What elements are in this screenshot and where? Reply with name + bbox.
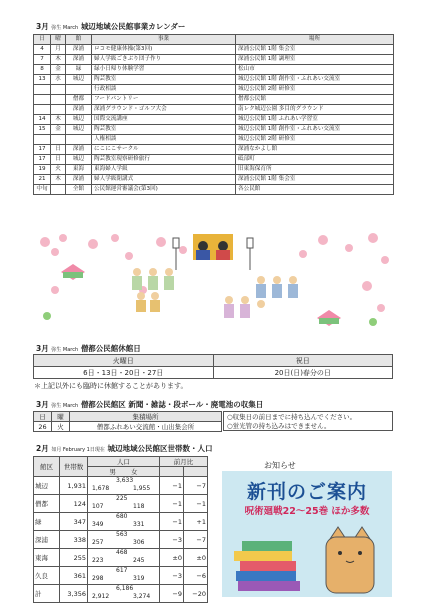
banner-subline: 呪術廻戦22〜25巻 ほか多数: [244, 506, 370, 517]
books-and-cat-illustration: [222, 519, 392, 597]
cell-event: 陶芸教室: [92, 125, 236, 135]
cell-male: 107: [92, 503, 104, 510]
header-location: 集積場所: [70, 412, 222, 422]
cell-area: 久良: [34, 567, 60, 585]
cell-population: [88, 567, 160, 585]
header-day: 日: [34, 412, 52, 422]
cell-weekday: 月: [51, 45, 66, 55]
cell-day: 14: [34, 115, 51, 125]
cell-female: 3,274: [133, 593, 151, 600]
cell-prev-households: −3: [160, 531, 184, 549]
table-row: [34, 185, 394, 195]
cell-hall: 全館: [66, 185, 92, 195]
cell-female: 1,955: [133, 485, 151, 492]
cell-place: 砥部町: [236, 155, 394, 165]
cell-event: 陶芸教室: [92, 75, 236, 85]
cell-hall: [66, 135, 92, 145]
cell-prev-population: −7: [184, 531, 208, 549]
cell-weekday: [51, 105, 66, 115]
header-weekday: 曜: [52, 412, 70, 422]
cell-prev-households: −1: [160, 495, 184, 513]
table-row: [34, 585, 208, 603]
cell-weekday: 火: [51, 165, 66, 175]
header-event: 事業: [92, 35, 236, 45]
cell-place: 城辺公民館 2階 研修室: [236, 135, 394, 145]
cell-prev-households: −3: [160, 567, 184, 585]
cell-hall: 深浦: [66, 55, 92, 65]
cell-prev-population: −20: [184, 585, 208, 603]
cell-event: 行政相談: [92, 85, 236, 95]
population-title: 2月 如月 February 1日現在 城辺地域公民館区世帯数・人口: [36, 444, 213, 453]
cell-population: [88, 477, 160, 495]
cell-event: フードパントリー: [92, 95, 236, 105]
collection-day: 26: [34, 422, 52, 432]
table-row: [34, 135, 394, 145]
cell-male: 349: [92, 521, 104, 528]
table-row: [34, 567, 208, 585]
cell-hall: 緑: [66, 65, 92, 75]
cell-day: 15: [34, 125, 51, 135]
header-households: 世帯数: [60, 457, 88, 477]
cell-prev-population: −7: [184, 477, 208, 495]
table-row: [34, 95, 394, 105]
cell-day: 19: [34, 165, 51, 175]
cell-event: 婦人学級ごきぶり団子作り: [92, 55, 236, 65]
cell-prev-households: ±0: [160, 549, 184, 567]
holiday-title: 3月 弥生 March 僧都公民館休館日: [36, 344, 141, 353]
collection-weekday: 火: [52, 422, 70, 432]
cell-area: 計: [34, 585, 60, 603]
cell-population: [88, 549, 160, 567]
banner-headline: 新刊のご案内: [246, 481, 367, 503]
cell-day: 中旬: [34, 185, 51, 195]
cell-households: 347: [60, 513, 88, 531]
cell-population: [88, 495, 160, 513]
cell-male: 2,912: [92, 593, 110, 600]
cell-place: 城辺公民館 1階 ふれあい学習室: [236, 115, 394, 125]
table-row: [34, 85, 394, 95]
cell-place: 城辺公民館 2階 研修室: [236, 85, 394, 95]
holiday-header-row: [34, 355, 393, 367]
holiday-note: ＊上記以外にも臨時に休館することがあります。: [34, 382, 188, 390]
header-prev-households: [160, 467, 184, 477]
cell-total: 680: [116, 513, 128, 520]
cell-prev-population: ±0: [184, 549, 208, 567]
cell-area: 城辺: [34, 477, 60, 495]
cell-hall: 深浦: [66, 105, 92, 115]
cell-hall: [66, 85, 92, 95]
cell-event: 公民館運営審議会(第3回): [92, 185, 236, 195]
cell-weekday: 日: [51, 155, 66, 165]
table-header-row: [34, 35, 394, 45]
cell-hall: 僧都: [66, 95, 92, 105]
cell-day: 21: [34, 175, 51, 185]
table-row: [34, 145, 394, 155]
cell-place: 深浦公民館 1階 集会室: [236, 45, 394, 55]
cell-hall: 深浦: [66, 175, 92, 185]
cell-female: 245: [133, 557, 145, 564]
cell-area: 緑: [34, 513, 60, 531]
table-row: [34, 155, 394, 165]
cell-male: 1,678: [92, 485, 110, 492]
calendar-title: 3月 弥生 March 城辺地域公民館事業カレンダー: [36, 22, 186, 31]
cell-total: 3,633: [116, 477, 134, 484]
table-row: [34, 495, 208, 513]
cell-weekday: 木: [51, 115, 66, 125]
header-weekday: 曜: [51, 35, 66, 45]
cell-place: 城辺公民館 1階 創作室・ふれあい交流室: [236, 75, 394, 85]
cell-total: 563: [116, 531, 128, 538]
cell-hall: 城辺: [66, 115, 92, 125]
table-row: [34, 531, 208, 549]
cell-place: 城辺公民館 1階 創作室・ふれあい交流室: [236, 125, 394, 135]
cell-male: 257: [92, 539, 104, 546]
cell-day: 13: [34, 75, 51, 85]
cell-prev-population: −6: [184, 567, 208, 585]
cell-event: にこにこサークル: [92, 145, 236, 155]
table-row: [34, 105, 394, 115]
cell-event: 陶芸教室現察研修旅行: [92, 155, 236, 165]
cell-place: 深浦公民館 1階 集会室: [236, 175, 394, 185]
cell-weekday: 水: [51, 75, 66, 85]
header-national-holiday: 祝日: [213, 355, 393, 367]
cell-event: ロコモ健康体操(第3回): [92, 45, 236, 55]
cell-weekday: 金: [51, 125, 66, 135]
cell-place: 各公民館: [236, 185, 394, 195]
cell-households: 255: [60, 549, 88, 567]
header-place: 場所: [236, 35, 394, 45]
header-female: 女: [131, 468, 138, 476]
collection-note-1: ○収集日の前日までに持ち込んでください。: [227, 413, 357, 421]
cell-hall: 東海: [66, 165, 92, 175]
cell-area: 東海: [34, 549, 60, 567]
notice-title: お知らせ: [264, 461, 296, 470]
header-tuesday: 火曜日: [34, 355, 214, 367]
cell-event: 深浦グラウンド・ゴルフ大会: [92, 105, 236, 115]
hina-dolls-illustration: [33, 230, 395, 340]
cell-population: [88, 585, 160, 603]
holiday-closure: 20日(日)春分の日: [213, 367, 393, 379]
cell-female: 331: [133, 521, 145, 528]
table-row: [34, 55, 394, 65]
cell-day: [34, 105, 51, 115]
holiday-value-row: [34, 367, 393, 379]
tuesday-closures: 6日・13日・20日・27日: [34, 367, 214, 379]
cell-male: 223: [92, 557, 104, 564]
cell-female: 306: [133, 539, 145, 546]
table-row: [34, 165, 394, 175]
cell-day: 17: [34, 155, 51, 165]
cell-place: 南レク城辺公園 多目的グラウンド: [236, 105, 394, 115]
collection-note-2: ○蛍光管の持ち込みはできません。: [227, 422, 331, 430]
table-row: [34, 65, 394, 75]
header-gender-cell: [88, 467, 160, 477]
cell-event: 人権相談: [92, 135, 236, 145]
table-row: [34, 477, 208, 495]
collection-table: [33, 411, 222, 432]
collection-location: 僧都ふれあい交流館・山出集会所: [70, 422, 222, 432]
cell-total: 225: [116, 495, 128, 502]
cell-households: 1,931: [60, 477, 88, 495]
cell-day: [34, 135, 51, 145]
cell-area: 僧都: [34, 495, 60, 513]
header-male: 男: [109, 468, 116, 476]
cell-day: [34, 95, 51, 105]
table-row: [34, 75, 394, 85]
cell-weekday: 金: [51, 65, 66, 75]
collection-header-row: [34, 412, 222, 422]
cell-prev-households: −1: [160, 513, 184, 531]
population-table: [33, 456, 208, 603]
cell-households: 3,356: [60, 585, 88, 603]
table-row: [34, 549, 208, 567]
header-prev-population: [184, 467, 208, 477]
cell-weekday: [51, 95, 66, 105]
cell-place: 深浦なかよし館: [236, 145, 394, 155]
cell-day: 4: [34, 45, 51, 55]
cell-day: [34, 85, 51, 95]
cell-total: 617: [116, 567, 128, 574]
cell-total: 468: [116, 549, 128, 556]
cell-hall: 深浦: [66, 145, 92, 155]
cell-total: 6,186: [116, 585, 134, 592]
cell-female: 319: [133, 575, 145, 582]
cell-prev-households: −9: [160, 585, 184, 603]
cell-weekday: [51, 185, 66, 195]
cell-prev-population: +1: [184, 513, 208, 531]
cell-hall: 城辺: [66, 75, 92, 85]
holiday-table: [33, 354, 393, 379]
header-prev-month: 前月比: [160, 457, 208, 467]
cell-place: 深浦公民館 1階 調理室: [236, 55, 394, 65]
cell-place: 旧東海保育所: [236, 165, 394, 175]
header-population: 人口: [117, 458, 130, 466]
cell-hall: 城辺: [66, 155, 92, 165]
cell-event: 東海婦人学級: [92, 165, 236, 175]
cell-place: 松山市: [236, 65, 394, 75]
cell-day: 7: [34, 55, 51, 65]
cell-male: 298: [92, 575, 104, 582]
cell-hall: 城辺: [66, 125, 92, 135]
table-row: [34, 175, 394, 185]
table-row: [34, 115, 394, 125]
new-books-banner: [222, 471, 392, 597]
cell-weekday: 木: [51, 55, 66, 65]
cell-event: 緑小日帰り体験学習: [92, 65, 236, 75]
header-population-cell: [88, 457, 160, 467]
cell-weekday: 日: [51, 145, 66, 155]
collection-notes: [223, 411, 393, 431]
cell-households: 361: [60, 567, 88, 585]
cell-weekday: [51, 135, 66, 145]
cell-place: 僧都公民館: [236, 95, 394, 105]
cell-population: [88, 513, 160, 531]
header-area: 館区: [34, 457, 60, 477]
cell-prev-population: −1: [184, 495, 208, 513]
collection-row: [34, 422, 222, 432]
cell-hall: 深浦: [66, 45, 92, 55]
collection-title: 3月 弥生 March 僧都公民館区 新聞・雑誌・段ボール・廃電池の収集日: [36, 400, 264, 409]
cell-area: 深浦: [34, 531, 60, 549]
table-row: [34, 125, 394, 135]
event-calendar-table: [33, 34, 394, 195]
table-row: [34, 45, 394, 55]
cell-female: 118: [133, 503, 145, 510]
header-hall: 館: [66, 35, 92, 45]
cell-prev-households: −1: [160, 477, 184, 495]
cell-weekday: 木: [51, 175, 66, 185]
cell-day: 8: [34, 65, 51, 75]
cell-population: [88, 531, 160, 549]
cell-households: 338: [60, 531, 88, 549]
cell-households: 124: [60, 495, 88, 513]
population-header-row: [34, 457, 208, 467]
cell-day: 17: [34, 145, 51, 155]
cell-event: 国際交流講座: [92, 115, 236, 125]
table-row: [34, 513, 208, 531]
cell-event: 婦人学級閉講式: [92, 175, 236, 185]
cell-weekday: [51, 85, 66, 95]
header-day: 日: [34, 35, 51, 45]
